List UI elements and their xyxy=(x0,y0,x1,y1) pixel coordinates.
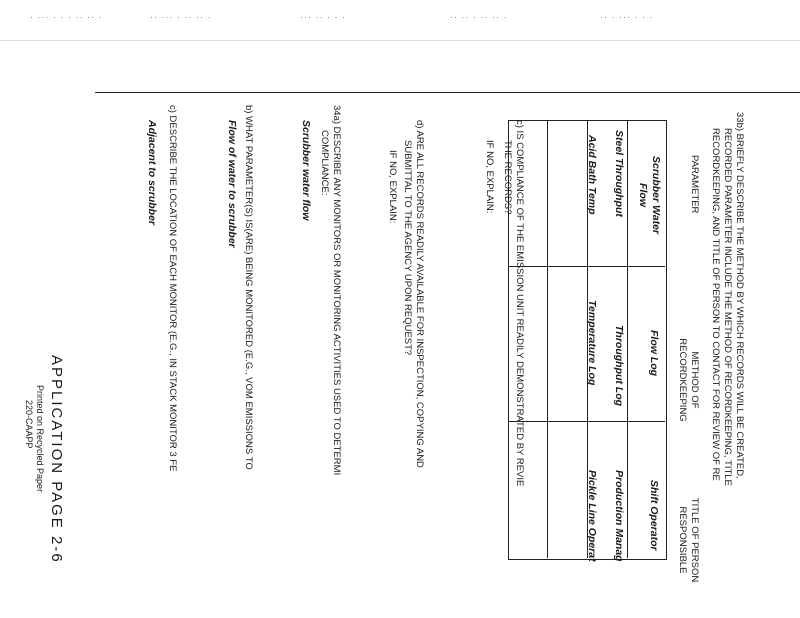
q33d-line2: SUBMITTAL TO THE AGENCY UPON REQUEST? xyxy=(402,140,413,356)
cell-r3-param: Acid Bath Temp xyxy=(586,135,598,215)
q33d-explain: IF NO, EXPLAIN: xyxy=(387,150,398,224)
cell-r1-param: Scrubber Water Flow xyxy=(637,156,662,234)
q33c-explain: IF NO, EXPLAIN: xyxy=(484,140,495,214)
page-border-rule xyxy=(95,92,800,93)
table-header-method: METHOD OF RECORDKEEPING xyxy=(677,338,700,422)
scan-noise: ·· ··· · ·· ·· · xyxy=(150,12,212,22)
q33b-line1: 33b) BRIEFLY DESCRIBE THE METHOD BY WHICH RECORDS WILL BE CREATED, xyxy=(734,112,745,479)
q34b-line1: b) WHAT PARAMETER(S) IS(ARE) BEING MONITORED (E.G., VOM EMISSIONS TO xyxy=(243,105,254,470)
scan-noise: · ··· · · · ·· ·· · xyxy=(30,12,103,22)
q34c-answer: Adjacent to scrubber xyxy=(146,120,158,226)
q33c-line2: THE RECORDS? xyxy=(502,140,513,215)
table-header-parameter: PARAMETER xyxy=(689,155,700,214)
application-page-title: APPLICATION PAGE 2-6 xyxy=(48,355,65,564)
q34b-answer: Flow of water to scrubber xyxy=(226,120,238,248)
cell-r1-method: Flow Log xyxy=(648,330,660,377)
cell-r2-method: Throughput Log xyxy=(613,325,625,407)
q33b-line3: RECORDKEEPING, AND TITLE OF PERSON TO CONTACT FOR REVIEW OF RE xyxy=(710,128,721,481)
table-header-title: TITLE OF PERSON RESPONSIBLE xyxy=(677,497,700,583)
q34c-line1: c) DESCRIBE THE LOCATION OF EACH MONITOR (E.G., IN STACK MONITOR 3 FE xyxy=(167,105,178,472)
q34a-line1: 34a) DESCRIBE ANY MONITORS OR MONITORING ACTIVITIES USED TO DETERMI xyxy=(331,105,342,476)
q34a-answer: Scrubber water flow xyxy=(300,120,312,221)
cell-r3-method: Temperature Log xyxy=(586,300,598,386)
scan-noise: ·· · ··· · · · xyxy=(600,12,654,22)
cell-r1-title: Shift Operator xyxy=(648,480,660,551)
cell-r2-title: Production Manag xyxy=(613,470,625,562)
scan-noise: ··· ·· · · · xyxy=(300,12,346,22)
printed-on-recycled: Printed on Recycled Paper xyxy=(35,385,45,493)
scan-noise: ·· ·· · ·· ·· · xyxy=(450,12,508,22)
q33b-line2: RECORDED PARAMETER INCLUDE THE METHOD OF RECORDKEEPING, TITLE xyxy=(722,128,733,486)
q33d-line1: d) ARE ALL RECORDS READILY AVAILABLE FOR INSPECTION, COPYING AND xyxy=(414,120,425,468)
q34a-line2: COMPLIANCE: xyxy=(319,130,330,196)
cell-r3-title: Pickle Line Operat xyxy=(586,470,598,562)
cell-r2-param: Steel Throughput xyxy=(613,130,625,217)
q33c-line1: c) IS COMPLIANCE OF THE EMISSION UNIT READILY DEMONSTRATED BY REVIE xyxy=(514,120,525,487)
form-id: 220-CAAPP xyxy=(24,400,34,449)
